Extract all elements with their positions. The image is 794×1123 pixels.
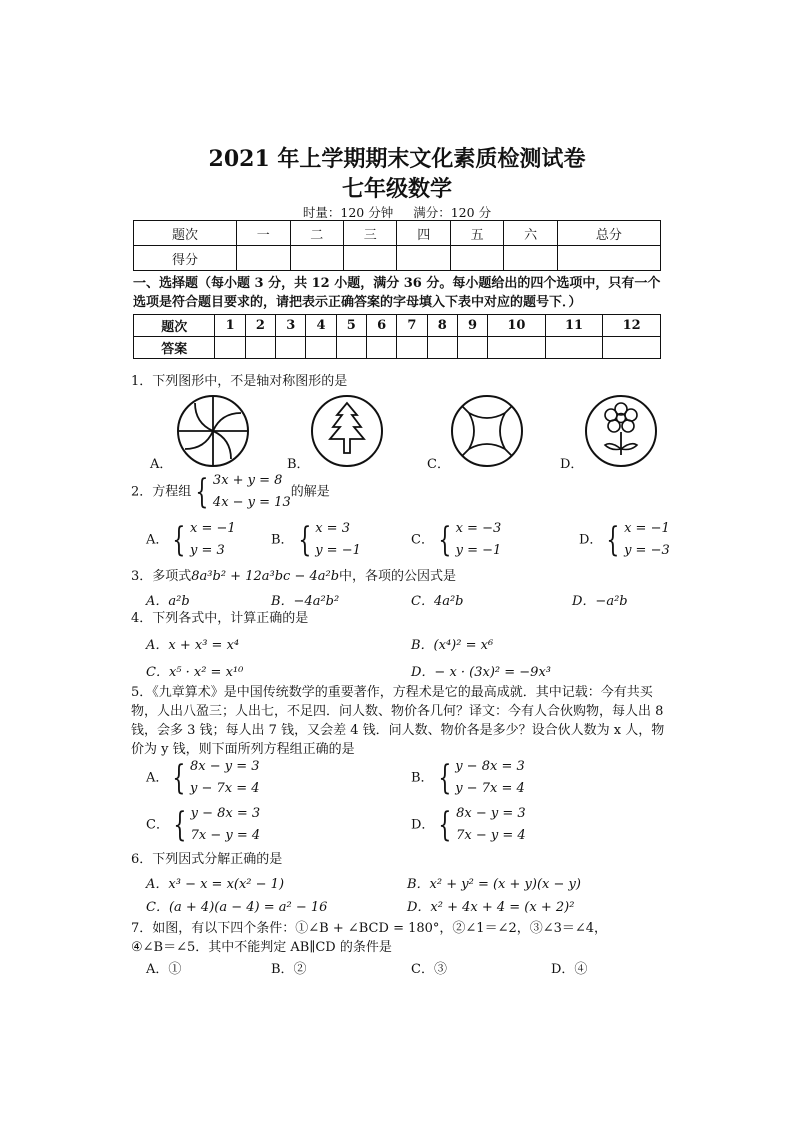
q2-option-c[interactable] [411,518,501,562]
brace-icon: { [173,805,187,845]
q5-option-d-label: D． [411,817,435,833]
q2-option-b-label: B． [271,532,294,548]
q5-option-d-system [456,803,526,847]
answer-blank[interactable] [397,337,427,359]
q6-option-c[interactable]: C．(a + 4)(a − 4) = a² − 16 [146,900,328,915]
q5-option-d-eq2: 7x − y = 4 [456,828,526,843]
q5-option-c-eq2: 7x − y = 4 [190,828,261,843]
answer-cell: 5 [336,315,366,337]
q2-option-a[interactable] [146,518,236,562]
answer-cell: 2 [245,315,275,337]
q3-expression: 8a³b² + 12a³bc − 4a²b [191,569,340,584]
q4-stem: 4．下列各式中，计算正确的是 [131,611,309,626]
q5-option-b-eq2: y − 7x = 4 [455,781,525,796]
q5-option-b-label: B． [411,770,434,786]
score-blank[interactable] [237,246,290,271]
q3-option-c[interactable]: C．4a²b [411,594,464,609]
answer-cell: 9 [457,315,487,337]
exam-subtitle: 七年级数学 [341,176,452,202]
q5-option-a[interactable] [146,756,260,800]
score-cell: 六 [504,221,557,246]
score-cell: 总分 [557,221,660,246]
q5-option-a-label: A． [146,770,169,786]
q2-option-d[interactable] [579,518,670,562]
q2-stem-suffix: 的解是 [290,484,330,500]
concave-square-figure [449,393,525,469]
score-blank[interactable] [344,246,397,271]
answer-blank[interactable] [603,337,661,359]
answer-blank[interactable] [427,337,457,359]
brace-icon: { [297,520,311,560]
q4-option-c[interactable]: C．x⁵ · x² = x¹⁰ [146,665,244,680]
q2-option-c-label: C． [411,532,434,548]
q5-option-b-eq1: y − 8x = 3 [455,759,525,774]
q2-option-c-eq2: y = −1 [455,543,502,558]
q3-option-a[interactable]: A．a²b [146,594,190,609]
q1-option-b[interactable]: B． [287,457,310,472]
q5-option-c[interactable] [146,803,260,847]
score-blank[interactable] [397,246,450,271]
q3-stem [131,567,456,586]
section1-heading: 一、选择题（每小题 3 分，共 12 小题，满分 36 分。每小题给出的四个选项中，只有一个选项是符合题目要求的，请把表示正确答案的字母填入下表中对应的题号下．） [133,276,661,310]
answer-cell: 7 [397,315,427,337]
q6-stem: 6．下列因式分解正确的是 [131,852,283,867]
q3-stem-prefix: 3．多项式 [131,569,192,584]
q2-option-a-eq2: y = 3 [190,543,225,558]
answer-cell: 4 [306,315,336,337]
exam-title: 2021 年上学期期末文化素质检测试卷 [208,146,586,172]
score-table-score-row [134,246,661,271]
q5-option-d[interactable] [411,803,526,847]
score-blank[interactable] [557,246,660,271]
q2-option-d-label: D． [579,532,603,548]
q5-option-a-eq2: y − 7x = 4 [190,781,260,796]
score-cell: 一 [237,221,290,246]
q2-option-b-eq1: x = 3 [315,521,350,536]
q3-stem-suffix: 中，各项的公因式是 [339,569,457,584]
q7-option-a[interactable]: A．① [146,962,182,977]
brace-icon: { [437,758,451,798]
pinwheel-figure [175,393,251,469]
answer-blank[interactable] [457,337,487,359]
brace-icon: { [438,805,452,845]
full-score: 满分：120 分 [413,205,492,220]
q4-option-a[interactable]: A．x + x³ = x⁴ [146,638,240,653]
q1-option-d[interactable]: D． [560,457,584,472]
q2-stem-prefix: 2．方程组 [131,484,192,500]
brace-icon: { [606,520,620,560]
score-blank[interactable] [504,246,557,271]
score-table-header-row [134,221,661,246]
answer-cell: 10 [488,315,546,337]
q5-option-c-system [191,803,261,847]
score-cell: 五 [450,221,503,246]
q5-option-b[interactable] [411,756,525,800]
brace-icon: { [172,758,186,798]
answer-row-label: 答案 [134,337,215,359]
q5-option-c-label: C． [146,817,169,833]
q2-eq1: 3x + y = 8 [212,473,283,488]
q1-option-a[interactable]: A． [150,457,173,472]
brace-icon: { [438,520,452,560]
q5-option-d-eq1: 8x − y = 3 [456,806,526,821]
answer-blank[interactable] [306,337,336,359]
q2-option-b-system [315,518,361,562]
q5-stem: 5．《九章算术》是中国传统数学的重要著作，方程术是它的最高成就．其中记载：今有共买物，人出八盈三；人出七，不足四．问人数、物价各几何？译文：今有人合伙购物，每人出 8 钱，会多 3 钱；每人出 7 钱，又会差 4 钱．问人数、物价各是多少？设合伙人数为 x 人，物价为 y 钱，则下面所列方程组正确的是 [131,685,665,757]
answer-cell: 11 [545,315,603,337]
score-row-label: 得分 [134,246,237,271]
q7-option-c[interactable]: C．③ [411,962,447,977]
answer-cell: 3 [276,315,306,337]
answer-blank[interactable] [276,337,306,359]
q5-option-a-system [190,756,260,800]
q2-option-a-eq1: x = −1 [190,521,236,536]
q2-stem [131,470,330,514]
q4-option-d[interactable]: D．− x · (3x)² = −9x³ [411,665,551,680]
q2-option-a-system [190,518,236,562]
q2-system [213,470,291,514]
score-cell: 三 [344,221,397,246]
answer-cell: 6 [366,315,396,337]
q2-option-b[interactable] [271,518,361,562]
q2-option-d-eq2: y = −3 [624,543,670,558]
answer-table-header-row [134,315,661,337]
q3-option-d[interactable]: D．−a²b [572,594,628,609]
q2-option-b-eq2: y = −1 [315,543,361,558]
flower-figure [583,393,659,469]
answer-cell: 12 [603,315,661,337]
answer-blank[interactable] [245,337,275,359]
answer-blank[interactable] [366,337,396,359]
q5-option-a-eq1: 8x − y = 3 [190,759,260,774]
q3-option-b[interactable]: B．−4a²b² [271,594,340,609]
q2-eq2: 4x − y = 13 [212,495,291,510]
answer-cell: 8 [427,315,457,337]
q7-line1: 7．如图，有以下四个条件：①∠B + ∠BCD = 180°，②∠1＝∠2，③∠3＝∠4， [131,921,608,936]
score-cell: 二 [290,221,343,246]
q5-option-c-eq1: y − 8x = 3 [190,806,261,821]
score-blank[interactable] [450,246,503,271]
q5-option-b-system [455,756,525,800]
q1-option-c[interactable]: C． [427,457,450,472]
q2-brace: { [195,472,209,512]
q2-option-c-eq1: x = −3 [455,521,502,536]
answer-blank[interactable] [215,337,245,359]
answer-blank[interactable] [336,337,366,359]
q6-option-a[interactable]: A．x³ − x = x(x² − 1) [146,877,285,892]
tree-figure [309,393,385,469]
answer-cell: 题次 [134,315,215,337]
q2-option-c-system [456,518,502,562]
answer-table-answer-row [134,337,661,359]
q7-option-d[interactable]: D．④ [551,962,588,977]
score-cell: 四 [397,221,450,246]
q2-option-d-system [624,518,670,562]
score-cell: 题次 [134,221,237,246]
q6-option-d[interactable]: D．x² + 4x + 4 = (x + 2)² [407,900,575,915]
exam-meta [0,203,794,221]
answer-table [133,314,661,359]
q2-option-d-eq1: x = −1 [624,521,670,536]
score-table [133,220,661,271]
brace-icon: { [172,520,186,560]
score-blank[interactable] [290,246,343,271]
q7-option-b[interactable]: B．② [271,962,307,977]
answer-cell: 1 [215,315,245,337]
time-limit: 时量：120 分钟 [302,205,394,220]
q7-line2: ④∠B＝∠5．其中不能判定 AB∥CD 的条件是 [131,940,392,955]
q1-stem: 1．下列图形中，不是轴对称图形的是 [131,374,348,389]
q6-option-b[interactable]: B．x² + y² = (x + y)(x − y) [407,877,581,892]
q2-option-a-label: A． [146,532,169,548]
answer-blank[interactable] [545,337,603,359]
q4-option-b[interactable]: B．(x⁴)² = x⁶ [411,638,494,653]
answer-blank[interactable] [488,337,546,359]
